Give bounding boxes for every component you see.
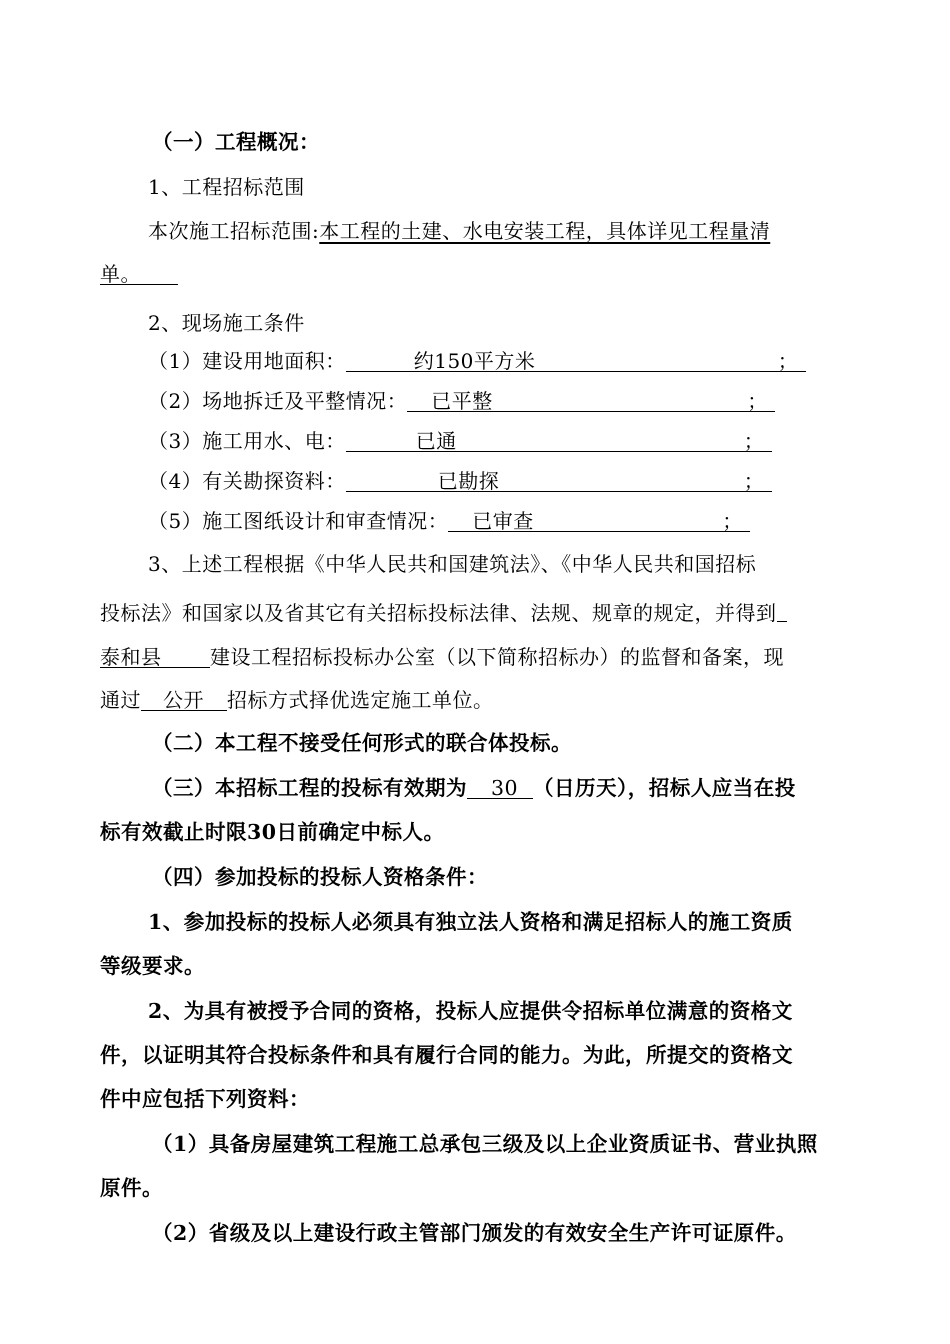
days-blank bbox=[467, 774, 533, 799]
section-3-post: （日历天），招标人应当在投 bbox=[533, 776, 796, 800]
method-value: 公开 bbox=[163, 688, 204, 712]
scope-prefix: 本次施工招标范围: bbox=[148, 219, 320, 243]
section-1-heading: （一）工程概况： bbox=[152, 130, 320, 154]
condition-row bbox=[148, 387, 775, 415]
section-3-line-1 bbox=[152, 774, 796, 802]
section-4-r1-line-1: （1）具备房屋建筑工程施工总承包三级及以上企业资质证书、营业执照 bbox=[152, 1132, 818, 1156]
condition-label: （2）场地拆迁及平整情况： bbox=[148, 389, 408, 413]
condition-row bbox=[148, 467, 772, 495]
condition-end: ； bbox=[722, 509, 743, 533]
scope-value-blank bbox=[100, 260, 178, 285]
section-4-p2-line-1: 2、为具有被授予合同的资格，投标人应提供令招标单位满意的资格文 bbox=[148, 999, 793, 1023]
method-blank bbox=[141, 686, 227, 711]
condition-blank bbox=[407, 387, 775, 412]
condition-label: （4）有关勘探资料： bbox=[148, 469, 346, 493]
scope-line-2 bbox=[100, 260, 178, 288]
section-4-p1-line-1: 1、参加投标的投标人必须具有独立法人资格和满足招标人的施工资质 bbox=[148, 910, 793, 934]
county-blank-start bbox=[777, 599, 787, 622]
condition-value: 已勘探 bbox=[437, 469, 500, 493]
condition-blank bbox=[346, 347, 806, 372]
condition-end: ； bbox=[747, 389, 768, 413]
condition-end: ； bbox=[777, 349, 799, 373]
item-2-title: 2、现场施工条件 bbox=[148, 311, 305, 335]
condition-label: （5）施工图纸设计和审查情况： bbox=[148, 509, 449, 533]
condition-value: 约150平方米 bbox=[413, 349, 536, 373]
condition-row bbox=[148, 427, 772, 455]
item-3-line-2 bbox=[100, 599, 787, 627]
section-4-p2-line-3: 件中应包括下列资料： bbox=[100, 1087, 310, 1111]
item-3-line-1: 3、上述工程根据《中华人民共和国建筑法》、《中华人民共和国招标 bbox=[148, 552, 757, 576]
section-4-r2: （2）省级及以上建设行政主管部门颁发的有效安全生产许可证原件。 bbox=[152, 1221, 797, 1245]
county-blank bbox=[100, 643, 210, 668]
section-4-p1-line-2: 等级要求。 bbox=[100, 954, 205, 978]
condition-value: 已通 bbox=[415, 429, 457, 453]
condition-row bbox=[148, 507, 750, 535]
item-3-line-4-post: 招标方式择优选定施工单位。 bbox=[227, 688, 494, 712]
condition-end: ； bbox=[743, 429, 765, 453]
item-3-line-2-text: 投标法》和国家以及省其它有关招标投标法律、法规、规章的规定，并得到 bbox=[100, 601, 777, 625]
condition-blank bbox=[346, 467, 772, 492]
section-4-p2-line-2: 件，以证明其符合投标条件和具有履行合同的能力。为此，所提交的资格文 bbox=[100, 1043, 793, 1067]
condition-value: 已审查 bbox=[472, 509, 534, 533]
section-2-heading: （二）本工程不接受任何形式的联合体投标。 bbox=[152, 731, 572, 755]
scope-value-cont: 单。 bbox=[100, 262, 141, 286]
scope-line-1 bbox=[148, 217, 770, 245]
section-3-pre: （三）本招标工程的投标有效期为 bbox=[152, 776, 467, 800]
condition-end: ； bbox=[743, 469, 765, 493]
condition-blank bbox=[448, 507, 750, 532]
scope-value: 本工程的土建、水电安装工程，具体详见工程量清 bbox=[319, 219, 771, 243]
condition-value: 已平整 bbox=[431, 389, 493, 413]
section-4-r1-line-2: 原件。 bbox=[100, 1176, 163, 1200]
section-3-line-2: 标有效截止时限30日前确定中标人。 bbox=[100, 820, 445, 844]
item-1-title: 1、工程招标范围 bbox=[148, 175, 305, 199]
condition-row bbox=[148, 347, 806, 375]
item-3-line-3 bbox=[100, 643, 784, 671]
county-value: 泰和县 bbox=[100, 645, 162, 669]
condition-label: （3）施工用水、电： bbox=[148, 429, 346, 453]
item-3-line-4 bbox=[100, 686, 494, 714]
section-4-heading: （四）参加投标的投标人资格条件： bbox=[152, 865, 488, 889]
item-3-line-3-text: 建设工程招标投标办公室（以下简称招标办）的监督和备案，现 bbox=[210, 645, 784, 669]
item-3-line-4-pre: 通过 bbox=[100, 688, 141, 712]
days-value: 30 bbox=[491, 776, 519, 800]
condition-label: （1）建设用地面积： bbox=[148, 349, 346, 373]
condition-blank bbox=[346, 427, 772, 452]
